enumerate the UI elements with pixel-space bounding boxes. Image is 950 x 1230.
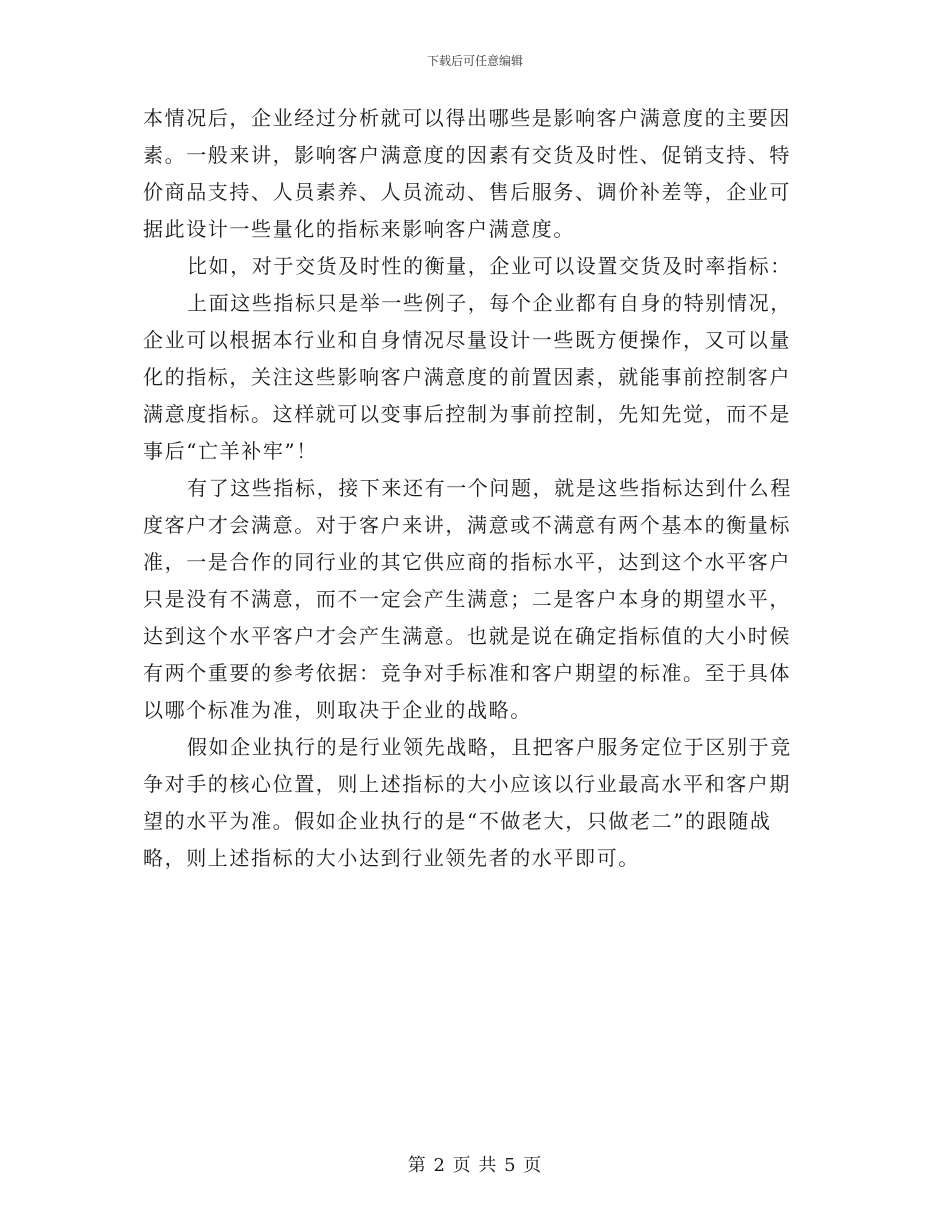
text-line: 满意度指标。这样就可以变事后控制为事前控制，先知先觉，而不是 bbox=[143, 402, 791, 426]
text-line: 素。一般来讲，影响客户满意度的因素有交货及时性、促销支持、特 bbox=[143, 143, 791, 167]
document-body bbox=[143, 100, 807, 877]
text-line: 事后“亡羊补牢”！ bbox=[143, 439, 318, 463]
text-line: 据此设计一些量化的指标来影响客户满意度。 bbox=[143, 217, 575, 241]
paragraph-5 bbox=[143, 729, 807, 877]
text-line: 有了这些指标，接下来还有一个问题，就是这些指标达到什么程 bbox=[187, 476, 792, 500]
text-line: 准，一是合作的同行业的其它供应商的指标水平，达到这个水平客户 bbox=[143, 550, 791, 574]
paragraph-3 bbox=[143, 285, 807, 470]
text-line: 度客户才会满意。对于客户来讲，满意或不满意有两个基本的衡量标 bbox=[143, 513, 791, 537]
paragraph-1 bbox=[143, 100, 807, 248]
page-header: 下载后可任意编辑 bbox=[426, 54, 523, 68]
text-line: 上面这些指标只是举一些例子，每个企业都有自身的特别情况， bbox=[187, 291, 792, 315]
text-line: 比如，对于交货及时性的衡量，企业可以设置交货及时率指标： bbox=[187, 254, 792, 278]
text-line: 只是没有不满意，而不一定会产生满意；二是客户本身的期望水平， bbox=[143, 587, 791, 611]
text-line: 假如企业执行的是行业领先战略，且把客户服务定位于区别于竞 bbox=[187, 735, 792, 759]
text-line: 价商品支持、人员素养、人员流动、售后服务、调价补差等，企业可 bbox=[143, 180, 791, 204]
text-line: 望的水平为准。假如企业执行的是“不做老大，只做老二”的跟随战 bbox=[143, 809, 772, 833]
text-line: 化的指标，关注这些影响客户满意度的前置因素，就能事前控制客户 bbox=[143, 365, 791, 389]
text-line: 达到这个水平客户才会产生满意。也就是说在确定指标值的大小时候 bbox=[143, 624, 791, 648]
text-line: 以哪个标准为准，则取决于企业的战略。 bbox=[143, 698, 532, 722]
page-number: 第 2 页 共 5 页 bbox=[407, 1155, 543, 1176]
paragraph-4 bbox=[143, 470, 807, 729]
text-line: 争对手的核心位置，则上述指标的大小应该以行业最高水平和客户期 bbox=[143, 772, 791, 796]
text-line: 企业可以根据本行业和自身情况尽量设计一些既方便操作，又可以量 bbox=[143, 328, 791, 352]
text-line: 有两个重要的参考依据：竞争对手标准和客户期望的标准。至于具体 bbox=[143, 661, 791, 685]
text-line: 略，则上述指标的大小达到行业领先者的水平即可。 bbox=[143, 846, 640, 870]
paragraph-2 bbox=[143, 248, 807, 285]
text-line: 本情况后，企业经过分析就可以得出哪些是影响客户满意度的主要因 bbox=[143, 106, 791, 130]
